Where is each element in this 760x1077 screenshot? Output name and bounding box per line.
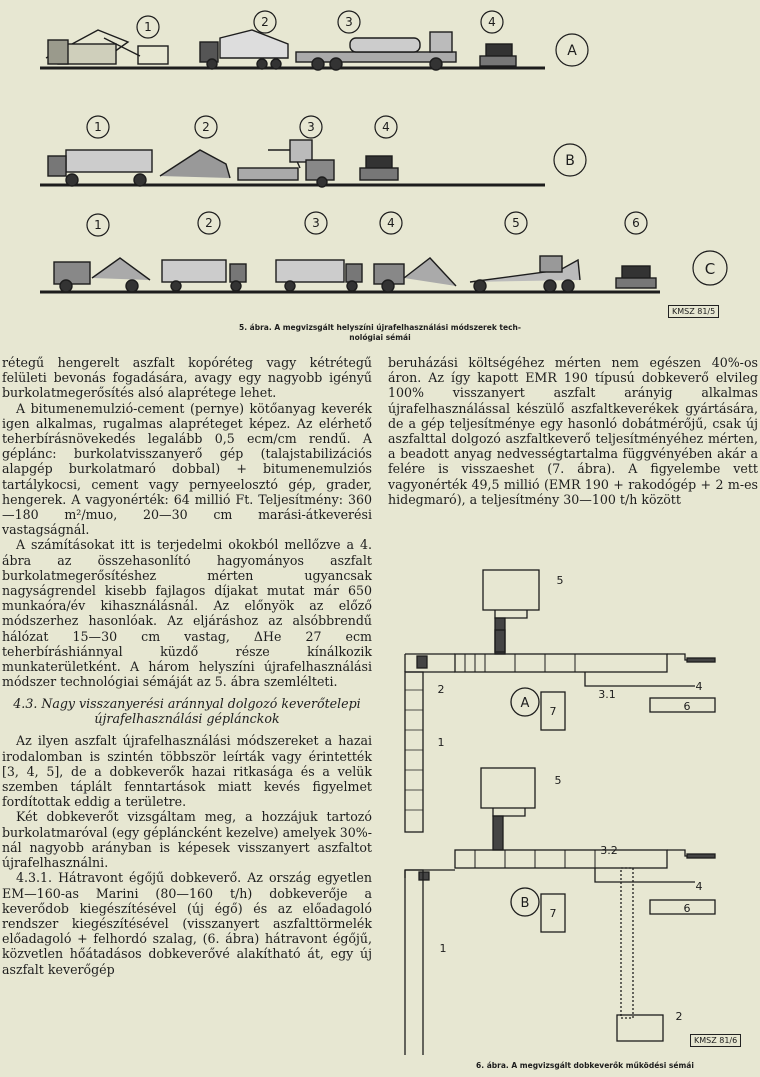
left-paragraph-5: Két dobkeverőt vizsgáltam meg, a hozzájuk tartozó burkolatmaróval (egy gépláncként kezelve) amelyek 30%-nál nagyobb arányban is képesek visszanyert aszfaltot újrafelhasználni.: [2, 809, 372, 871]
row-label-a: A: [567, 43, 577, 59]
c-num-6: 6: [632, 216, 640, 230]
c-num-4: 4: [387, 216, 395, 230]
section-heading: 4.3. Nagy visszanyerési aránnyal dolgozó keverőtelepi újrafelhasználási géplánckok: [13, 696, 361, 727]
a-num-3: 3: [345, 15, 353, 29]
figure-6-stamp: KMSZ 81/6: [690, 1034, 741, 1047]
row-a-machines: [40, 30, 545, 70]
left-paragraph-3: A számításokat itt is terjedelmi okokból mellőzve a 4. ábra az összehasonlító hagyományos aszfalt burkolatmegerősítéshez mérten ugyancsak nagyságrendel kisebb fajlagos díjakat mutat már 650 munkaóra/év kihasználásnál. Az előnyök az előző módszerhez hasonlóak. Az eljáráshoz az alsóbbrendű hálózat 15—30 cm vastag, ΔHe 27 ecm teherbíráshiánnyal küzdő része kínálkozik munkaterületként. A három helyszíni újrafelhasználási módszer technológiai sémáját az 5. ábra szemlélteti.: [2, 537, 372, 690]
b-part-3-2: 3.2: [600, 844, 618, 857]
b-part-7: 7: [549, 907, 557, 920]
row-c-machines: [40, 256, 660, 292]
figure-5-caption-line-1: 5. ábra. A megvizsgált helyszíni újrafelhasználási módszerek tech-: [238, 323, 521, 332]
a-num-2: 2: [261, 15, 269, 29]
a-part-5: 5: [556, 574, 564, 587]
diagram-a-label: A: [520, 696, 530, 711]
a-num-1: 1: [144, 20, 152, 34]
left-paragraph-2: A bitumenemulzió-cement (pernye) kötőanyag keverék igen alkalmas, rugalmas alapréteget képez. Az elérhető teherbírásnövekedés legalább 0,5 ecm/cm rendű. A géplánc: burkolatvisszanyerő gép (talajstabilizációs alapgép burkolatmaró dobbal) + bitumenemulziós tartálykocsi, cement vagy pernyeelosztó gép, grader, hengerek. A vagyonérték: 64 millió Ft. Teljesítmény: 360—180 m²/muo, 20—30 cm marási-átkeverési vastagságnál.: [2, 400, 372, 538]
diagram-b: [405, 768, 715, 1055]
right-paragraph-1: beruházási költségéhez mérten nem egészen 40%-os áron. Az így kapott EMR 190 típusú dobkeverő elvileg 100% visszanyert aszfalt arányig alkalmas újrafelhasználással készülő aszfaltkeverékek gyártására, de a gép teljesítménye egy hasonló dobátmérőjű, csak új aszfalttal dolgozó aszfaltkeverő teljesítményéhez mérten, a beadott anyag nedvességtartalma függvényében akár a felére is visszaeshet (7. ábra). A figyelembe vett vagyonérték 49,5 millió (EMR 190 + rakodógép + 2 m-es hidegmaró), a teljesítmény 30—100 t/h között: [388, 355, 758, 507]
right-column: [388, 355, 758, 507]
left-paragraph-6: 4.3.1. Hátravont égőjű dobkeverő. Az ország egyetlen EM—160-as Marini (80—160 t/h) dobkeverője a keverődob kiegészítésével (új égő) és az előadagoló rendszer kiegészítésével (visszanyert aszfalttörmelék előadagoló + felhordó szalag, (6. ábra) hátravont égőjű, közvetlen hőátadásos dobkeverővé alakítható át, egy új aszfalt keverőgép: [2, 870, 372, 977]
figure-6: [395, 560, 757, 1055]
a-part-4: 4: [695, 680, 703, 693]
a-part-6: 6: [683, 700, 691, 713]
b-num-3: 3: [307, 120, 315, 134]
figure-5-caption-line-2: nológiai sémái: [349, 333, 411, 342]
left-paragraph-1: rétegű hengerelt aszfalt kopóréteg vagy kétrétegű felületi bevonás fogadására, avagy egy nagyobb igényű burkolatmegerősítés alsó alaprétege lehet.: [2, 355, 372, 401]
left-column: [2, 355, 372, 977]
b-part-5: 5: [554, 774, 562, 787]
c-num-2: 2: [205, 216, 213, 230]
figure-5-stamp: KMSZ 81/5: [668, 305, 719, 318]
a-part-7: 7: [549, 705, 557, 718]
b-part-6: 6: [683, 902, 691, 915]
diagram-a: [405, 570, 715, 832]
figure-5: [0, 0, 760, 345]
a-part-1: 1: [437, 736, 445, 749]
b-part-2: 2: [675, 1010, 683, 1023]
diagram-b-label: B: [520, 896, 530, 911]
row-label-b: B: [565, 153, 575, 169]
figure-5-caption: [150, 323, 610, 343]
c-num-5: 5: [512, 216, 520, 230]
c-num-1: 1: [94, 218, 102, 232]
b-num-2: 2: [202, 120, 210, 134]
row-label-c: C: [704, 260, 716, 278]
a-part-3-1: 3.1: [598, 688, 616, 701]
b-part-1: 1: [439, 942, 447, 955]
row-b-machines: [40, 140, 545, 187]
b-num-1: 1: [94, 120, 102, 134]
figure-6-caption: 6. ábra. A megvizsgált dobkeverők működési sémái: [476, 1061, 694, 1070]
a-part-2: 2: [437, 683, 445, 696]
left-paragraph-4: Az ilyen aszfalt újrafelhasználási módszereket a hazai irodalomban is szintén többször leírták vagy érintették [3, 4, 5], de a dobkeverők hazai ritkasága és a velük szemben táplált fenntartások miatt kevés figyelmet fordítottak eddig a területre.: [2, 733, 372, 810]
c-num-3: 3: [312, 216, 320, 230]
b-part-4: 4: [695, 880, 703, 893]
b-num-4: 4: [382, 120, 390, 134]
a-num-4: 4: [488, 15, 496, 29]
